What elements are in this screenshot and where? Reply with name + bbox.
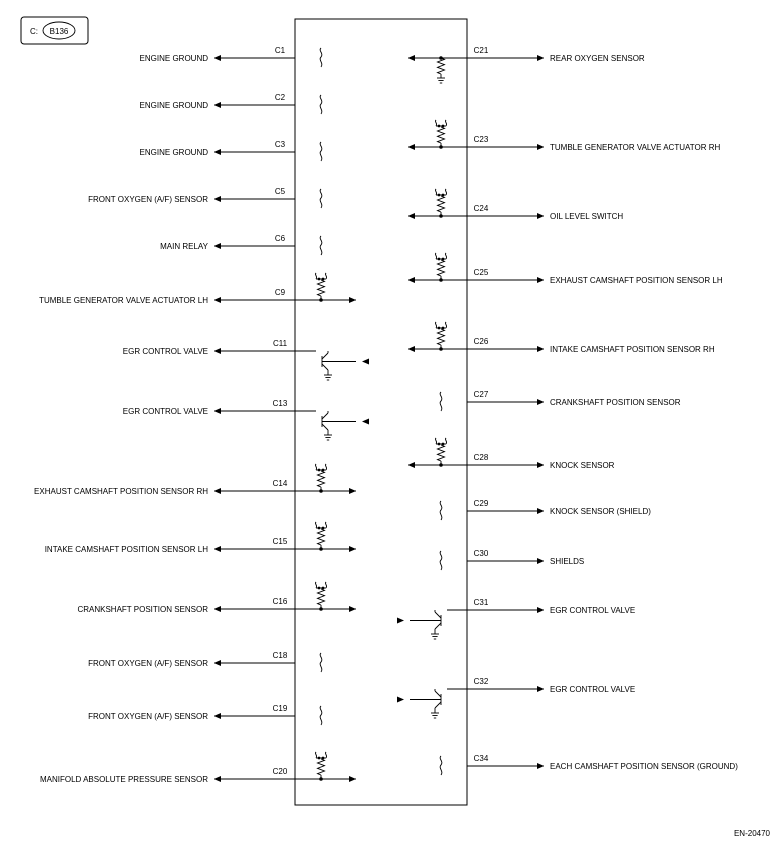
arrow-left <box>214 149 221 155</box>
wavy-stub-icon <box>435 438 436 444</box>
pin-label: EGR CONTROL VALVE <box>550 685 636 694</box>
wavy-stub-icon <box>445 322 446 328</box>
pin-row-c16 <box>77 582 356 614</box>
resistor-icon <box>438 445 445 461</box>
pin-number: C25 <box>473 268 489 277</box>
pin-row-c5 <box>88 187 322 208</box>
pin-number: C6 <box>274 234 286 243</box>
wavy-stub-icon <box>325 273 326 279</box>
arrow-right <box>537 277 544 283</box>
pin-row-c26 <box>408 322 715 354</box>
wavy-stub-icon <box>325 752 326 758</box>
pin-label: OIL LEVEL SWITCH <box>550 212 624 221</box>
pin-number: C18 <box>272 651 288 660</box>
arrow-left <box>408 462 415 468</box>
pin-row-c24 <box>408 189 623 221</box>
junction-dot <box>318 757 321 760</box>
figure-id: EN-20470 <box>733 829 770 838</box>
pin-number: C3 <box>274 140 286 149</box>
junction-dot <box>319 607 323 611</box>
wavy-terminal-icon <box>320 142 322 161</box>
arrow-left <box>214 546 221 552</box>
pin-number: C34 <box>473 754 489 763</box>
pin-row-c31 <box>397 598 635 639</box>
wavy-stub-icon <box>435 322 436 328</box>
connector-tag <box>21 17 88 44</box>
arrow-left <box>214 660 221 666</box>
arrow-left <box>408 277 415 283</box>
resistor-icon <box>318 471 325 487</box>
arrow-left <box>214 776 221 782</box>
arrow-right <box>349 776 356 782</box>
pin-label: KNOCK SENSOR <box>550 461 615 470</box>
pin-row-c25 <box>408 253 723 285</box>
junction-dot <box>318 278 321 281</box>
wavy-terminal-icon <box>320 706 322 725</box>
pin-row-c15 <box>45 522 356 554</box>
arrow-left <box>214 606 221 612</box>
pin-row-c9 <box>39 273 356 305</box>
junction-dot <box>319 489 323 493</box>
resistor-icon <box>438 196 445 212</box>
junction-dot <box>318 527 321 530</box>
pin-row-c14 <box>34 464 356 496</box>
resistor-icon <box>438 58 445 74</box>
arrow-right <box>537 686 544 692</box>
pin-row-c32 <box>397 677 635 718</box>
pin-number: C11 <box>272 339 288 348</box>
pin-number: C23 <box>473 135 489 144</box>
wavy-terminal-icon <box>320 48 322 67</box>
arrow-left <box>214 408 221 414</box>
pin-number: C16 <box>272 597 288 606</box>
arrow-left <box>214 713 221 719</box>
pin-label: EGR CONTROL VALVE <box>122 347 208 356</box>
arrow-right <box>537 462 544 468</box>
junction-dot <box>438 327 441 330</box>
pin-label: KNOCK SENSOR (SHIELD) <box>550 507 651 516</box>
wavy-stub-icon <box>315 582 316 588</box>
junction-dot <box>439 347 443 351</box>
arrow-right <box>537 213 544 219</box>
pin-row-c27 <box>440 390 681 411</box>
pin-row-c11 <box>123 339 369 380</box>
junction-dot <box>439 214 443 218</box>
pin-row-c28 <box>408 438 615 470</box>
pin-number: C31 <box>473 598 489 607</box>
pin-label: ENGINE GROUND <box>139 101 208 110</box>
resistor-icon <box>318 759 325 775</box>
transistor-emitter <box>435 702 441 708</box>
transistor-emitter <box>322 364 328 370</box>
arrow-right <box>537 144 544 150</box>
pin-number: C9 <box>274 288 286 297</box>
junction-dot <box>438 443 441 446</box>
resistor-icon <box>318 280 325 296</box>
pin-label: EACH CAMSHAFT POSITION SENSOR (GROUND) <box>550 762 738 771</box>
arrow-right <box>537 558 544 564</box>
wavy-terminal-icon <box>440 756 442 775</box>
pin-label: TUMBLE GENERATOR VALVE ACTUATOR RH <box>550 143 721 152</box>
wavy-terminal-icon <box>440 551 442 570</box>
resistor-icon <box>438 260 445 276</box>
pin-number: C26 <box>473 337 489 346</box>
pin-number: C21 <box>473 46 489 55</box>
wavy-stub-icon <box>435 253 436 259</box>
pin-label: FRONT OXYGEN (A/F) SENSOR <box>88 195 208 204</box>
arrow-left <box>214 196 221 202</box>
arrow-right <box>537 508 544 514</box>
wavy-stub-icon <box>445 189 446 195</box>
junction-dot <box>318 469 321 472</box>
pin-number: C24 <box>473 204 489 213</box>
pin-label: MANIFOLD ABSOLUTE PRESSURE SENSOR <box>39 775 208 784</box>
wavy-stub-icon <box>315 464 316 470</box>
pin-row-c19 <box>88 704 322 725</box>
resistor-icon <box>318 589 325 605</box>
junction-dot <box>439 145 443 149</box>
junction-dot <box>318 587 321 590</box>
wavy-stub-icon <box>315 752 316 758</box>
arrow-left <box>214 102 221 108</box>
pin-label: CRANKSHAFT POSITION SENSOR <box>550 398 681 407</box>
connector-id: B136 <box>49 27 69 36</box>
resistor-icon <box>438 329 445 345</box>
pin-label: SHIELDS <box>550 557 585 566</box>
arrow-right <box>397 618 404 624</box>
pin-row-c6 <box>160 234 322 255</box>
transistor-collector <box>322 353 328 359</box>
arrow-right <box>397 697 404 703</box>
pin-number: C19 <box>272 704 288 713</box>
arrow-right <box>537 763 544 769</box>
junction-dot <box>319 547 323 551</box>
wavy-terminal-icon <box>320 236 322 255</box>
junction-dot <box>439 463 443 467</box>
arrow-left <box>408 144 415 150</box>
arrow-right <box>349 488 356 494</box>
pin-label: EGR CONTROL VALVE <box>122 407 208 416</box>
junction-dot <box>438 194 441 197</box>
pin-row-c20 <box>40 752 356 784</box>
wavy-stub-icon <box>315 522 316 528</box>
arrow-right <box>537 607 544 613</box>
control-module-box <box>295 19 467 805</box>
pin-label: TUMBLE GENERATOR VALVE ACTUATOR LH <box>39 296 208 305</box>
pin-row-c21 <box>408 46 645 83</box>
wavy-terminal-icon <box>320 653 322 672</box>
arrow-right <box>349 546 356 552</box>
arrow-left <box>408 346 415 352</box>
transistor-collector <box>435 691 441 697</box>
wavy-terminal-icon <box>320 95 322 114</box>
arrow-right <box>537 399 544 405</box>
pin-number: C1 <box>274 46 286 55</box>
pins-layer <box>34 46 738 784</box>
arrow-left <box>214 488 221 494</box>
pin-label: FRONT OXYGEN (A/F) SENSOR <box>88 712 208 721</box>
arrow-left <box>362 419 369 425</box>
wavy-stub-icon <box>315 273 316 279</box>
pin-label: INTAKE CAMSHAFT POSITION SENSOR LH <box>44 545 208 554</box>
pin-number: C28 <box>473 453 489 462</box>
arrow-left <box>362 359 369 365</box>
pin-label: EGR CONTROL VALVE <box>550 606 636 615</box>
pin-label: ENGINE GROUND <box>139 54 208 63</box>
pin-label: FRONT OXYGEN (A/F) SENSOR <box>88 659 208 668</box>
resistor-icon <box>318 529 325 545</box>
wavy-stub-icon <box>325 464 326 470</box>
pin-number: C15 <box>272 537 288 546</box>
wavy-stub-icon <box>435 189 436 195</box>
arrow-right <box>537 55 544 61</box>
junction-dot <box>439 278 443 282</box>
pin-number: C13 <box>272 399 288 408</box>
wavy-terminal-icon <box>440 392 442 411</box>
transistor-collector <box>435 612 441 618</box>
pin-label: REAR OXYGEN SENSOR <box>550 54 645 63</box>
pin-number: C14 <box>272 479 288 488</box>
arrow-left <box>214 297 221 303</box>
arrow-left <box>214 243 221 249</box>
junction-dot <box>438 258 441 261</box>
pin-number: C32 <box>473 677 489 686</box>
pin-row-c18 <box>88 651 322 672</box>
resistor-icon <box>438 127 445 143</box>
arrow-left <box>408 213 415 219</box>
arrow-right <box>349 606 356 612</box>
wavy-terminal-icon <box>320 189 322 208</box>
pin-number: C2 <box>274 93 286 102</box>
arrow-left <box>214 348 221 354</box>
transistor-emitter <box>322 424 328 430</box>
pin-label: MAIN RELAY <box>160 242 208 251</box>
pin-number: C27 <box>473 390 489 399</box>
wavy-stub-icon <box>445 438 446 444</box>
wavy-stub-icon <box>435 120 436 126</box>
wavy-stub-icon <box>325 582 326 588</box>
junction-dot <box>319 777 323 781</box>
wavy-stub-icon <box>445 120 446 126</box>
pin-number: C29 <box>473 499 489 508</box>
arrow-left <box>214 55 221 61</box>
pin-label: INTAKE CAMSHAFT POSITION SENSOR RH <box>550 345 715 354</box>
junction-dot <box>438 125 441 128</box>
pin-row-c29 <box>440 499 651 520</box>
transistor-emitter <box>435 623 441 629</box>
pin-number: C5 <box>274 187 286 196</box>
pin-label: EXHAUST CAMSHAFT POSITION SENSOR LH <box>550 276 723 285</box>
arrow-right <box>349 297 356 303</box>
connector-prefix: C: <box>30 27 38 36</box>
pin-label: ENGINE GROUND <box>139 148 208 157</box>
transistor-collector <box>322 413 328 419</box>
wavy-terminal-icon <box>440 501 442 520</box>
pin-row-c34 <box>440 754 738 775</box>
pin-row-c13 <box>123 399 369 440</box>
arrow-left <box>408 55 415 61</box>
pin-row-c30 <box>440 549 584 570</box>
arrow-right <box>537 346 544 352</box>
pin-label: CRANKSHAFT POSITION SENSOR <box>77 605 208 614</box>
wavy-stub-icon <box>325 522 326 528</box>
pin-label: EXHAUST CAMSHAFT POSITION SENSOR RH <box>34 487 208 496</box>
pin-number: C20 <box>272 767 288 776</box>
pin-number: C30 <box>473 549 489 558</box>
wavy-stub-icon <box>445 253 446 259</box>
pin-row-c23 <box>408 120 720 152</box>
junction-dot <box>319 298 323 302</box>
